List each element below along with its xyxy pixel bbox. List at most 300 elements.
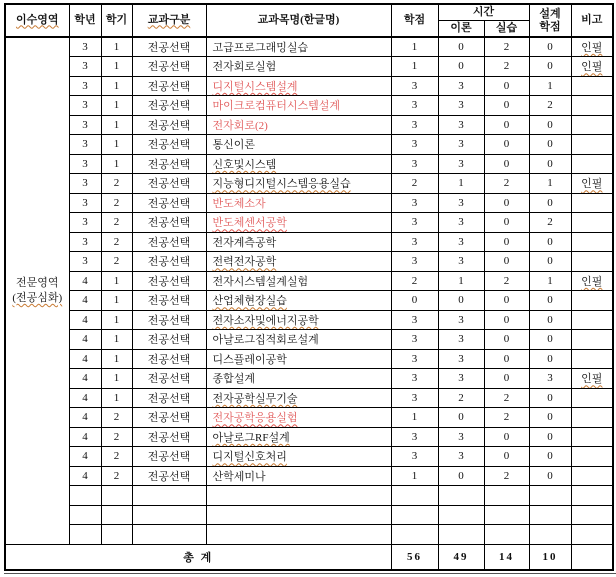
cell-credits [391,154,438,174]
cell-course-type [132,193,206,213]
cell-design [529,174,571,194]
cell-grade-text: 3 [82,177,88,190]
cell-course-name-text: 전자공학응용실험 [212,412,298,425]
cell-theory [438,154,484,174]
cell-theory-text: 3 [458,372,464,385]
cell-note [571,330,613,350]
cell-course-name [206,193,391,213]
cell-design-text: 0 [547,391,553,404]
cell-course-name-text: 디지털신호처리 [212,451,287,464]
cell-grade-text: 3 [82,216,88,229]
cell-semester [101,154,132,174]
cell-design-text: 0 [547,352,553,365]
cell-grade [69,96,101,116]
cell-semester [101,193,132,213]
total-credits: 56 [391,544,438,570]
cell-credits [391,135,438,155]
cell-course-type [132,96,206,116]
cell-theory [438,427,484,447]
cell-course-name [206,447,391,467]
cell-practice [484,408,529,428]
cell-design [529,447,571,467]
empty-row [5,505,613,525]
cell-credits-text: 3 [411,138,418,151]
cell-grade [69,76,101,96]
cell-design-text: 0 [547,41,553,53]
cell-course-type [132,271,206,291]
cell-credits [391,349,438,369]
cell-grade [69,232,101,252]
col-header-grade: 학년 [69,4,101,37]
cell-design-text: 0 [547,430,553,443]
cell-grade-text: 3 [82,41,88,53]
cell-credits [391,232,438,252]
cell-grade-text: 3 [82,196,88,209]
cell-course-type [132,76,206,96]
cell-credits [391,37,438,57]
cell-theory [438,466,484,486]
cell-semester [101,76,132,96]
cell-design-text: 1 [547,79,553,92]
cell-grade [69,525,101,545]
cell-grade-text: 4 [82,294,88,307]
cell-course-name-text: 전자시스템설계실험 [212,275,309,288]
cell-course-type [132,486,206,506]
cell-course-type [132,135,206,155]
cell-design [529,57,571,77]
cell-grade-text: 4 [82,391,88,404]
cell-design [529,232,571,252]
col-header-course-name: 교과목명(한글명) [206,4,391,37]
design-credits-line1: 설계 [539,8,561,21]
cell-practice-text: 0 [503,216,510,229]
cell-design [529,330,571,350]
cell-credits [391,466,438,486]
cell-practice [484,57,529,77]
table-row [5,271,613,291]
cell-theory [438,37,484,57]
cell-practice-text: 0 [503,333,510,346]
cell-grade [69,369,101,389]
cell-theory [438,271,484,291]
cell-semester-text: 1 [113,99,120,112]
cell-theory [438,447,484,467]
cell-practice-text: 0 [503,138,510,151]
table-row [5,252,613,272]
cell-semester [101,232,132,252]
cell-theory [438,388,484,408]
cell-design-text: 0 [547,157,553,170]
cell-course-type [132,291,206,311]
cell-practice-text: 0 [503,196,510,209]
cell-course-name-text: 전자회로실험 [212,61,277,74]
cell-credits-text: 3 [411,450,418,463]
cell-semester-text: 2 [113,216,120,229]
cell-practice [484,174,529,194]
cell-semester [101,486,132,506]
cell-credits [391,96,438,116]
cell-course-name-text: 산업체현장실습 [212,295,287,308]
cell-course-type [132,213,206,233]
cell-grade [69,349,101,369]
cell-practice-text: 2 [503,391,510,404]
cell-practice [484,427,529,447]
cell-design-text: 0 [547,255,553,268]
table-row [5,96,613,116]
cell-course-type [132,57,206,77]
cell-note [571,252,613,272]
table-row [5,37,613,57]
cell-course-name-text: 전자계측공학 [212,236,277,249]
cell-design [529,37,571,57]
cell-course-name-text: 아날로그RF설계 [212,431,290,444]
cell-course-type-text: 전공선택 [147,217,191,230]
col-header-note: 비고 [571,4,613,37]
cell-grade [69,291,101,311]
cell-design [529,408,571,428]
cell-course-type [132,115,206,135]
cell-practice [484,447,529,467]
cell-course-type [132,427,206,447]
cell-practice [484,135,529,155]
cell-grade [69,330,101,350]
cell-credits [391,505,438,525]
cell-course-name-text: 전력전자공학 [212,256,277,269]
cell-practice [484,213,529,233]
col-header-area [5,4,69,37]
cell-credits-text: 3 [411,118,418,131]
table-row [5,369,613,389]
cell-grade [69,37,101,57]
cell-course-name [206,369,391,389]
cell-semester-text: 1 [113,138,120,151]
cell-course-name [206,154,391,174]
cell-semester [101,330,132,350]
cell-theory-text: 3 [458,235,464,248]
total-label: 총 계 [5,544,391,570]
table-row [5,135,613,155]
cell-note [571,213,613,233]
cell-semester-text: 1 [113,294,120,307]
cell-credits-text: 3 [411,255,418,268]
cell-theory-text: 3 [458,157,464,170]
cell-course-name [206,349,391,369]
cell-grade-text: 4 [82,372,88,385]
cell-credits [391,525,438,545]
cell-credits [391,330,438,350]
cell-theory [438,252,484,272]
cell-grade-text: 4 [82,450,88,463]
cell-design [529,96,571,116]
cell-design-text: 0 [547,235,553,248]
cell-semester-text: 1 [113,41,120,53]
cell-course-type-text: 전공선택 [147,412,191,425]
cell-theory [438,76,484,96]
cell-theory [438,369,484,389]
cell-course-type [132,408,206,428]
cell-grade [69,388,101,408]
cell-design-text: 0 [547,294,553,307]
cell-semester-text: 1 [113,157,120,170]
cell-grade [69,213,101,233]
cell-practice [484,486,529,506]
cell-note-text: 인필 [581,42,603,54]
cell-practice-text: 2 [503,274,510,287]
cell-course-name [206,486,391,506]
col-header-course-type [132,4,206,37]
cell-design [529,505,571,525]
cell-course-name [206,76,391,96]
cell-theory-text: 3 [458,99,464,112]
cell-theory [438,408,484,428]
area-label-line2: (전공심화) [12,291,63,304]
cell-course-name-text: 통신이론 [212,139,256,152]
cell-credits-text: 2 [411,177,418,190]
cell-course-name-text: 전자회로(2) [212,119,268,132]
cell-theory-text: 1 [458,177,464,190]
cell-grade-text: 4 [82,333,88,346]
cell-semester [101,408,132,428]
cell-theory-text: 3 [458,313,464,326]
cell-course-type-text: 전공선택 [147,314,191,327]
cell-design [529,193,571,213]
table-row [5,447,613,467]
cell-course-name [206,505,391,525]
cell-credits [391,252,438,272]
cell-grade [69,466,101,486]
cell-design-text: 0 [547,411,553,424]
table-row [5,193,613,213]
cell-grade-text: 3 [82,118,88,131]
course-rows [5,37,613,544]
cell-credits-text: 3 [411,352,418,365]
cell-grade [69,505,101,525]
cell-credits-text: 1 [411,41,418,53]
cell-practice [484,369,529,389]
cell-design [529,466,571,486]
cell-design-text: 1 [547,274,553,287]
cell-course-name-text: 디지털시스템설계 [212,80,298,93]
cell-course-type [132,466,206,486]
col-header-time-group: 시간 [438,4,529,21]
cell-semester [101,310,132,330]
total-note [571,544,613,570]
cell-design-text: 0 [547,333,553,346]
header-row-1 [5,4,613,21]
empty-row [5,525,613,545]
cell-credits-text: 2 [411,274,418,287]
cell-course-type [132,369,206,389]
cell-grade-text: 4 [82,411,88,424]
cell-credits-text: 3 [411,79,418,92]
cell-design [529,213,571,233]
cell-theory [438,486,484,506]
cell-grade-text: 4 [82,352,88,365]
cell-semester [101,369,132,389]
cell-course-name [206,96,391,116]
cell-semester-text: 2 [113,411,120,424]
cell-practice [484,505,529,525]
cell-course-name-text: 전자소자및에너지공학 [212,314,319,327]
cell-design [529,388,571,408]
cell-course-name [206,408,391,428]
cell-semester-text: 1 [113,391,120,404]
cell-semester [101,213,132,233]
cell-practice [484,154,529,174]
cell-grade [69,486,101,506]
cell-semester-text: 1 [113,313,120,326]
cell-note [571,57,613,77]
cell-semester [101,252,132,272]
curriculum-table [4,3,614,571]
cell-practice [484,388,529,408]
cell-theory [438,213,484,233]
cell-course-name-text: 신호및시스템 [212,158,277,171]
cell-course-name-text: 고급프로그래밍실습 [212,42,309,54]
cell-course-name [206,291,391,311]
total-theory: 49 [438,544,484,570]
cell-design-text: 2 [547,216,553,229]
cell-semester-text: 1 [113,372,120,385]
cell-theory-text: 3 [458,138,464,151]
cell-note [571,154,613,174]
cell-practice [484,330,529,350]
cell-credits [391,271,438,291]
cell-practice [484,193,529,213]
cell-note [571,135,613,155]
cell-course-type [132,174,206,194]
cell-credits [391,57,438,77]
cell-grade-text: 3 [82,60,88,73]
table-row [5,349,613,369]
cell-course-type-text: 전공선택 [147,431,191,444]
cell-practice [484,37,529,57]
table-row [5,57,613,77]
cell-credits-text: 0 [411,294,418,307]
cell-course-type-text: 전공선택 [147,100,191,113]
cell-note [571,388,613,408]
cell-practice-text: 0 [503,313,510,326]
table-header [5,4,613,37]
cell-practice [484,76,529,96]
cell-note [571,466,613,486]
cell-design [529,154,571,174]
cell-theory-text: 0 [458,294,464,307]
cell-credits-text: 3 [411,430,418,443]
cell-note [571,408,613,428]
table-row [5,388,613,408]
table-row [5,232,613,252]
cell-practice [484,115,529,135]
cell-course-type-text: 전공선택 [147,236,191,249]
cell-credits-text: 1 [411,411,418,424]
cell-design [529,369,571,389]
table-row [5,466,613,486]
cell-semester [101,37,132,57]
cell-credits-text: 3 [411,99,418,112]
cell-course-type-text: 전공선택 [147,275,191,288]
cell-course-type [132,252,206,272]
cell-practice [484,232,529,252]
cell-credits [391,213,438,233]
cell-design-text: 0 [547,196,553,209]
cell-semester-text: 1 [113,352,120,365]
cell-credits [391,291,438,311]
cell-course-type [132,505,206,525]
cell-course-type-text: 전공선택 [147,256,191,269]
cell-credits-text: 3 [411,313,418,326]
cell-design [529,76,571,96]
cell-grade [69,174,101,194]
cell-course-type-text: 전공선택 [147,392,191,405]
cell-course-name [206,213,391,233]
cell-note [571,447,613,467]
cell-design [529,291,571,311]
cell-practice-text: 0 [503,157,510,170]
cell-note [571,174,613,194]
cell-practice [484,466,529,486]
cell-theory-text: 0 [458,469,464,482]
col-header-area-label: 이수영역 [15,13,59,26]
cell-credits-text: 3 [411,391,418,404]
cell-practice-text: 2 [503,469,510,482]
cell-credits [391,310,438,330]
cell-theory-text: 3 [458,196,464,209]
cell-grade-text: 3 [82,99,88,112]
cell-semester-text: 2 [113,235,120,248]
cell-course-type [132,232,206,252]
cell-practice-text: 0 [503,255,510,268]
cell-grade-text: 4 [82,430,88,443]
cell-course-type-text: 전공선택 [147,119,191,132]
cell-credits-text: 3 [411,235,418,248]
cell-credits [391,174,438,194]
cell-theory [438,505,484,525]
col-header-practice: 실습 [484,21,529,38]
cell-course-type-text: 전공선택 [147,470,191,483]
cell-semester-text: 2 [113,196,120,209]
cell-semester-text: 2 [113,430,120,443]
cell-theory-text: 3 [458,450,464,463]
cell-design-text: 0 [547,450,553,463]
cell-practice-text: 2 [503,177,510,190]
cell-course-name [206,115,391,135]
cell-grade [69,252,101,272]
cell-semester [101,525,132,545]
cell-course-type-text: 전공선택 [147,61,191,74]
table-row [5,154,613,174]
cell-credits-text: 1 [411,469,418,482]
cell-semester-text: 1 [113,79,120,92]
cell-course-name-text: 반도체센서공학 [212,217,287,230]
cell-theory [438,57,484,77]
cell-note-text: 인필 [581,373,603,386]
cell-practice-text: 2 [503,60,510,73]
cell-practice-text: 0 [503,99,510,112]
cell-course-name [206,525,391,545]
cell-course-type [132,525,206,545]
cell-grade-text: 3 [82,157,88,170]
cell-theory [438,291,484,311]
cell-grade [69,57,101,77]
cell-design-text: 0 [547,138,553,151]
cell-note [571,349,613,369]
cell-practice [484,271,529,291]
cell-note [571,505,613,525]
cell-semester-text: 2 [113,177,120,190]
cell-course-name [206,57,391,77]
cell-course-type-text: 전공선택 [147,334,191,347]
